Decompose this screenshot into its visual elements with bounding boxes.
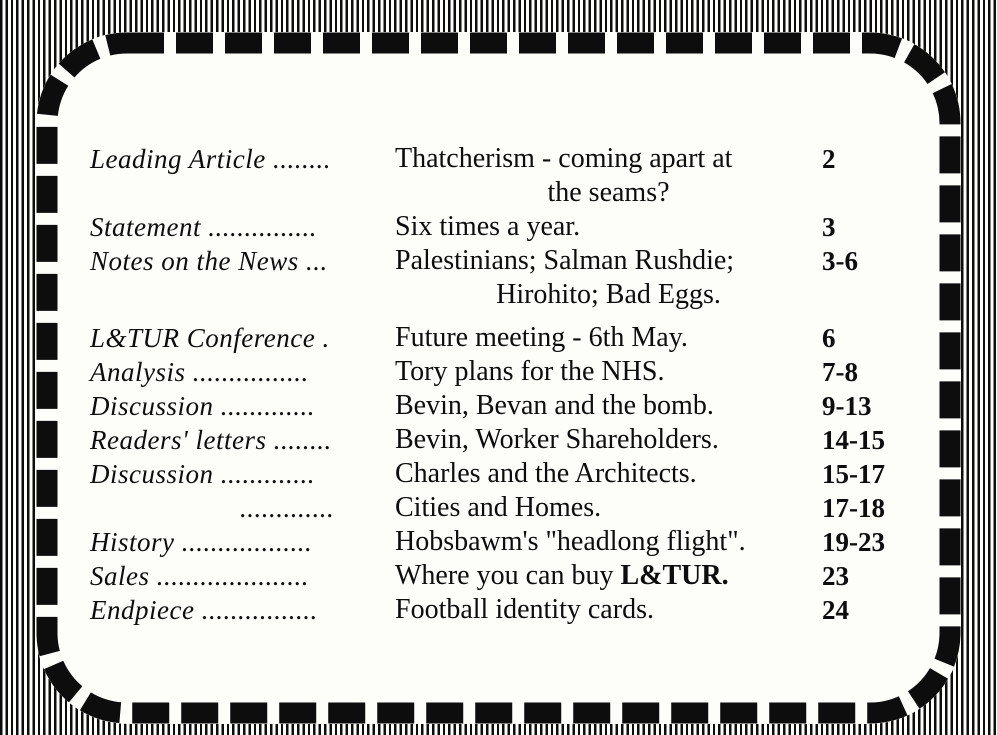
toc-description	[395, 355, 822, 389]
toc-description	[395, 321, 822, 355]
toc-description	[395, 142, 822, 210]
toc-page-numbers: 17-18	[822, 493, 885, 523]
toc-page-numbers: 14-15	[822, 425, 885, 455]
toc-section-title: Leading Article ........	[90, 144, 331, 174]
toc-description	[395, 244, 822, 312]
toc-page-numbers: 23	[822, 561, 849, 591]
toc-page-numbers: 7-8	[822, 357, 858, 387]
toc-page-numbers: 3	[822, 212, 836, 242]
toc-description-continuation: the seams?	[547, 177, 670, 208]
toc-description	[395, 593, 822, 627]
toc-page-numbers: 3-6	[822, 246, 858, 276]
toc-page-numbers: 24	[822, 595, 849, 625]
toc-description	[395, 389, 822, 423]
toc-description-text: Thatcherism - coming apart at	[395, 143, 733, 174]
toc-section-title: Discussion .............	[90, 459, 316, 489]
toc-section-title: Sales .....................	[90, 561, 309, 591]
toc-description-text: Tory plans for the NHS.	[395, 356, 665, 387]
toc-row	[90, 389, 926, 423]
toc-section-title: Readers' letters ........	[90, 425, 332, 455]
toc-description	[395, 423, 822, 457]
toc-page-numbers: 2	[822, 144, 836, 174]
toc-row	[90, 525, 926, 559]
toc-page-numbers: 15-17	[822, 459, 885, 489]
toc-section-title: Endpiece ................	[90, 595, 318, 625]
toc-description-continuation: Hirohito; Bad Eggs.	[496, 279, 721, 310]
toc-section-title: History ..................	[90, 527, 313, 557]
toc-row	[90, 321, 926, 355]
toc-description	[395, 210, 822, 244]
toc-description-bold-text: L&TUR.	[620, 560, 729, 591]
toc-page-numbers: 19-23	[822, 527, 885, 557]
toc-row	[90, 355, 926, 389]
toc-description	[395, 457, 822, 491]
toc-page-numbers: 6	[822, 323, 836, 353]
toc-description-text: Palestinians; Salman Rushdie;	[395, 245, 735, 276]
toc-description-text: Bevin, Bevan and the bomb.	[395, 390, 714, 421]
toc-section-title: Notes on the News ...	[90, 246, 328, 276]
table-of-contents	[90, 142, 926, 627]
toc-row	[90, 142, 926, 210]
toc-section-title: .............	[240, 493, 335, 523]
toc-section-title: Analysis ................	[90, 357, 309, 387]
toc-section-title: Discussion .............	[90, 391, 316, 421]
toc-page-numbers: 9-13	[822, 391, 872, 421]
toc-row	[90, 423, 926, 457]
toc-section-title: L&TUR Conference .	[90, 323, 330, 353]
toc-description-text: Six times a year.	[395, 211, 581, 242]
toc-description-text: Cities and Homes.	[395, 492, 602, 523]
toc-row	[90, 491, 926, 525]
toc-description-text: Football identity cards.	[395, 594, 654, 625]
toc-description	[395, 491, 822, 525]
toc-row	[90, 559, 926, 593]
toc-row	[90, 593, 926, 627]
toc-description	[395, 559, 822, 593]
toc-description-text: Where you can buy	[395, 560, 621, 591]
toc-description-text: Bevin, Worker Shareholders.	[395, 424, 719, 455]
toc-row	[90, 457, 926, 491]
toc-row	[90, 244, 926, 312]
toc-description-text: Future meeting - 6th May.	[395, 322, 688, 353]
toc-description-text: Hobsbawm's "headlong flight".	[395, 526, 746, 557]
toc-description-text: Charles and the Architects.	[395, 458, 697, 489]
toc-description	[395, 525, 822, 559]
toc-row	[90, 210, 926, 244]
toc-section-title: Statement ...............	[90, 212, 317, 242]
